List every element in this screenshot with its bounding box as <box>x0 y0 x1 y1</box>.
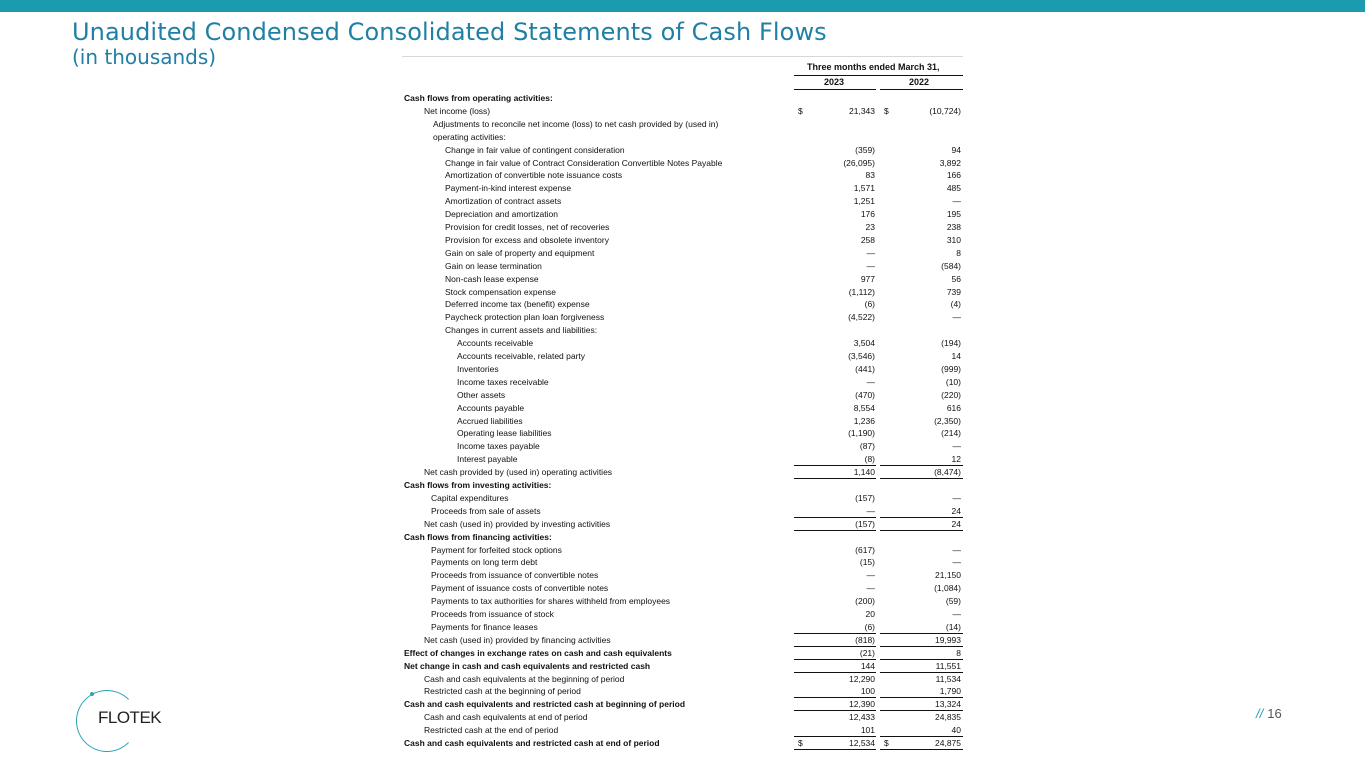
value-2023: 1,251 <box>853 196 875 207</box>
value-2023: (157) <box>855 518 875 529</box>
value-2022: 8 <box>956 247 961 258</box>
value-2022: (10) <box>945 376 961 387</box>
statement-row <box>402 647 963 660</box>
row-label: Change in fair value of Contract Consideration Convertible Notes Payable <box>445 157 723 168</box>
statement-row <box>402 389 963 402</box>
statement-row <box>402 402 963 415</box>
value-2023: — <box>866 247 875 258</box>
dollar-sign: $ <box>884 105 889 116</box>
statement-row <box>402 247 963 260</box>
row-label: Net income (loss) <box>424 105 491 116</box>
row-label: Cash and cash equivalents at the beginning of period <box>424 673 625 684</box>
statement-row <box>402 311 963 324</box>
value-2023: 83 <box>865 170 875 181</box>
value-2022: 56 <box>951 273 961 284</box>
statement-row <box>402 363 963 376</box>
top-accent-bar <box>0 0 1365 12</box>
statement-row <box>402 621 963 634</box>
value-2022: (1,084) <box>934 583 961 594</box>
row-label: Accrued liabilities <box>457 415 523 426</box>
value-2022: 40 <box>951 725 961 736</box>
statement-row <box>402 105 963 118</box>
value-2023: (617) <box>855 544 875 555</box>
row-label: Other assets <box>457 389 506 400</box>
value-2022: (8,474) <box>934 467 961 478</box>
value-2023: (8) <box>864 454 875 465</box>
value-2023: 1,140 <box>853 467 875 478</box>
value-2023: 20 <box>865 609 875 619</box>
row-label: Cash flows from investing activities: <box>404 480 552 490</box>
dollar-sign: $ <box>798 738 803 748</box>
subtotal-rule <box>880 749 963 750</box>
value-2022: (14) <box>945 621 961 632</box>
dollar-sign: $ <box>798 105 803 116</box>
statement-row <box>402 518 963 531</box>
value-2023: (200) <box>855 596 875 607</box>
statement-row <box>402 427 963 440</box>
statement-row <box>402 131 963 144</box>
value-2022: (194) <box>941 338 961 349</box>
value-2022: — <box>952 557 961 568</box>
value-2022: — <box>952 441 961 452</box>
value-2022: 8 <box>956 647 961 658</box>
value-2022: 195 <box>946 209 961 220</box>
statement-row <box>402 118 963 131</box>
value-2022: 1,790 <box>939 686 961 697</box>
row-label: Payment-in-kind interest expense <box>445 183 572 194</box>
statement-row <box>402 544 963 557</box>
row-label: Net cash provided by (used in) operating activities <box>424 467 613 478</box>
value-2023: (6) <box>864 299 875 310</box>
value-2023: 23 <box>865 222 875 232</box>
logo-wordmark: FLOTEK <box>98 708 162 727</box>
statement-row <box>402 737 963 750</box>
logo-dot-icon <box>90 692 94 696</box>
slide-subtitle: (in thousands) <box>72 45 217 69</box>
row-label: Gain on sale of property and equipment <box>445 247 595 258</box>
value-2023: 977 <box>860 273 875 284</box>
statement-row <box>402 169 963 182</box>
value-2022: 739 <box>946 286 961 297</box>
subtotal-rule <box>794 749 876 750</box>
value-2022: (4) <box>950 299 961 310</box>
statement-row <box>402 582 963 595</box>
value-2022: 3,892 <box>939 157 961 168</box>
value-2022: (10,724) <box>929 105 961 116</box>
value-2022: (59) <box>945 596 961 607</box>
value-2023: (4,522) <box>848 312 875 323</box>
row-label: Change in fair value of contingent consideration <box>445 144 625 155</box>
page-number-value: 16 <box>1267 706 1282 721</box>
value-2023: 100 <box>860 686 875 697</box>
statement-row <box>402 634 963 647</box>
statement-row <box>402 324 963 337</box>
row-label: Cash and cash equivalents at end of period <box>424 712 588 723</box>
value-2023: — <box>866 505 875 516</box>
value-2023: (359) <box>855 144 875 155</box>
column-header-2023-underline <box>794 89 876 90</box>
row-label: Depreciation and amortization <box>445 209 558 220</box>
value-2023: 8,554 <box>853 402 875 413</box>
value-2022: 166 <box>946 170 961 181</box>
row-label: Restricted cash at the beginning of period <box>424 686 581 697</box>
row-label: operating activities: <box>433 131 506 142</box>
statement-row <box>402 376 963 389</box>
value-2022: (214) <box>941 428 961 439</box>
row-label: Payment for forfeited stock options <box>431 544 562 555</box>
row-label: Income taxes payable <box>457 441 540 452</box>
value-2022: 24,835 <box>935 712 961 723</box>
row-label: Accounts receivable, related party <box>457 351 586 361</box>
value-2023: 12,390 <box>849 699 875 710</box>
statement-row <box>402 685 963 698</box>
value-2022: — <box>952 492 961 503</box>
value-2022: 24,875 <box>935 738 961 748</box>
statement-row <box>402 195 963 208</box>
statement-row <box>402 505 963 518</box>
value-2022: (999) <box>941 363 961 374</box>
period-header: Three months ended March 31, <box>807 62 940 72</box>
statement-row <box>402 440 963 453</box>
row-label: Cash flows from financing activities: <box>404 531 552 542</box>
row-label: Net cash (used in) provided by financing activities <box>424 634 611 645</box>
value-2022: 24 <box>951 518 961 529</box>
statement-row <box>402 350 963 363</box>
dollar-sign: $ <box>884 738 889 748</box>
value-2023: 12,290 <box>849 673 875 684</box>
value-2022: 11,534 <box>935 673 961 684</box>
row-label: Accounts payable <box>457 402 525 413</box>
row-label: Cash and cash equivalents and restricted cash at end of period <box>404 738 660 748</box>
statement-row <box>402 673 963 686</box>
statement-row <box>402 273 963 286</box>
value-2022: 12 <box>951 454 961 465</box>
value-2023: — <box>866 570 875 581</box>
value-2023: 3,504 <box>853 338 875 349</box>
row-label: Deferred income tax (benefit) expense <box>445 299 590 310</box>
value-2023: (26,095) <box>843 157 875 168</box>
statement-row <box>402 298 963 311</box>
value-2022: 310 <box>946 234 961 245</box>
row-label: Payments on long term debt <box>431 557 538 568</box>
row-label: Proceeds from issuance of convertible notes <box>431 570 599 581</box>
slide-title: Unaudited Condensed Consolidated Statements of Cash Flows <box>72 18 827 46</box>
statement-row <box>402 415 963 428</box>
value-2023: (15) <box>859 557 875 568</box>
row-label: Non-cash lease expense <box>445 273 539 284</box>
row-label: Proceeds from issuance of stock <box>431 609 554 619</box>
statement-row <box>402 157 963 170</box>
cash-flow-statement <box>402 56 963 758</box>
value-2022: 19,993 <box>935 634 961 645</box>
value-2023: 144 <box>860 660 875 671</box>
row-label: Provision for excess and obsolete inventory <box>445 234 609 245</box>
row-label: Net change in cash and cash equivalents and restricted cash <box>404 660 651 671</box>
statement-row <box>402 608 963 621</box>
value-2022: (584) <box>941 260 961 271</box>
value-2022: 94 <box>951 144 961 155</box>
value-2023: (818) <box>855 634 875 645</box>
value-2023: 21,343 <box>849 105 875 116</box>
row-label: Proceeds from sale of assets <box>431 505 541 516</box>
row-label: Capital expenditures <box>431 492 509 503</box>
flotek-logo <box>76 690 162 754</box>
period-header-underline <box>794 75 963 76</box>
statement-row <box>402 453 963 466</box>
value-2023: — <box>866 260 875 271</box>
statement-row <box>402 208 963 221</box>
statement-row <box>402 286 963 299</box>
value-2023: (441) <box>855 363 875 374</box>
value-2022: 14 <box>951 351 961 361</box>
statement-row <box>402 144 963 157</box>
value-2023: 101 <box>860 725 875 736</box>
statement-row <box>402 182 963 195</box>
value-2023: 12,433 <box>849 712 875 723</box>
column-header-2023: 2023 <box>824 77 845 87</box>
value-2023: (6) <box>864 621 875 632</box>
row-label: Interest payable <box>457 454 518 465</box>
row-label: Cash flows from operating activities: <box>404 93 553 103</box>
statement-row <box>402 479 963 492</box>
statement-row <box>402 711 963 724</box>
statement-row <box>402 492 963 505</box>
value-2022: 21,150 <box>935 570 961 581</box>
value-2023: (21) <box>859 647 875 658</box>
value-2022: 11,551 <box>935 660 961 671</box>
statement-row <box>402 260 963 273</box>
row-label: Paycheck protection plan loan forgiveness <box>445 312 605 323</box>
row-label: Income taxes receivable <box>457 376 549 387</box>
value-2022: (2,350) <box>934 415 961 426</box>
row-label: Accounts receivable <box>457 338 534 349</box>
statement-row <box>402 221 963 234</box>
value-2022: — <box>952 609 961 619</box>
value-2022: 616 <box>946 402 961 413</box>
statement-row <box>402 92 963 105</box>
value-2023: (1,190) <box>848 428 875 439</box>
row-label: Restricted cash at the end of period <box>424 725 559 736</box>
value-2022: — <box>952 544 961 555</box>
statement-row <box>402 466 963 479</box>
column-header-2022-underline <box>880 89 963 90</box>
statement-row <box>402 698 963 711</box>
row-label: Cash and cash equivalents and restricted cash at beginning of period <box>404 699 686 710</box>
value-2023: (470) <box>855 389 875 400</box>
value-2023: 1,571 <box>853 183 875 194</box>
row-label: Payments to tax authorities for shares withheld from employees <box>431 596 671 607</box>
row-label: Net cash (used in) provided by investing activities <box>424 518 611 529</box>
value-2023: (87) <box>859 441 875 452</box>
statement-row <box>402 556 963 569</box>
statement-top-rule <box>402 56 963 57</box>
column-header-2022: 2022 <box>909 77 930 87</box>
value-2023: (157) <box>855 492 875 503</box>
value-2022: 24 <box>951 505 961 516</box>
row-label: Payments for finance leases <box>431 621 538 632</box>
statement-row <box>402 660 963 673</box>
value-2023: — <box>866 376 875 387</box>
value-2022: 485 <box>946 183 961 194</box>
page-marker: // <box>1256 706 1264 721</box>
value-2022: — <box>952 196 961 207</box>
value-2023: — <box>866 583 875 594</box>
row-label: Gain on lease termination <box>445 260 542 271</box>
row-label: Changes in current assets and liabilities: <box>445 325 598 336</box>
value-2022: 238 <box>946 222 961 232</box>
statement-row <box>402 234 963 247</box>
row-label: Stock compensation expense <box>445 286 557 297</box>
row-label: Inventories <box>457 363 499 374</box>
row-label: Effect of changes in exchange rates on cash and cash equivalents <box>404 647 672 658</box>
statement-row <box>402 724 963 737</box>
page-number <box>1256 706 1282 721</box>
row-label: Amortization of convertible note issuance costs <box>445 170 623 181</box>
value-2023: (1,112) <box>848 286 875 297</box>
row-label: Amortization of contract assets <box>445 196 562 207</box>
row-label: Operating lease liabilities <box>457 428 552 439</box>
row-label: Payment of issuance costs of convertible notes <box>431 583 609 594</box>
statement-row <box>402 337 963 350</box>
row-label: Adjustments to reconcile net income (loss) to net cash provided by (used in) <box>433 118 719 129</box>
value-2023: 1,236 <box>853 415 875 426</box>
value-2023: (3,546) <box>848 351 875 361</box>
value-2023: 176 <box>860 209 875 220</box>
value-2023: 258 <box>860 234 875 245</box>
statement-row <box>402 569 963 582</box>
statement-row <box>402 531 963 544</box>
value-2023: 12,534 <box>849 738 875 748</box>
value-2022: 13,324 <box>935 699 961 710</box>
value-2022: — <box>952 312 961 323</box>
value-2022: (220) <box>941 389 961 400</box>
row-label: Provision for credit losses, net of recoveries <box>445 222 610 232</box>
statement-row <box>402 595 963 608</box>
